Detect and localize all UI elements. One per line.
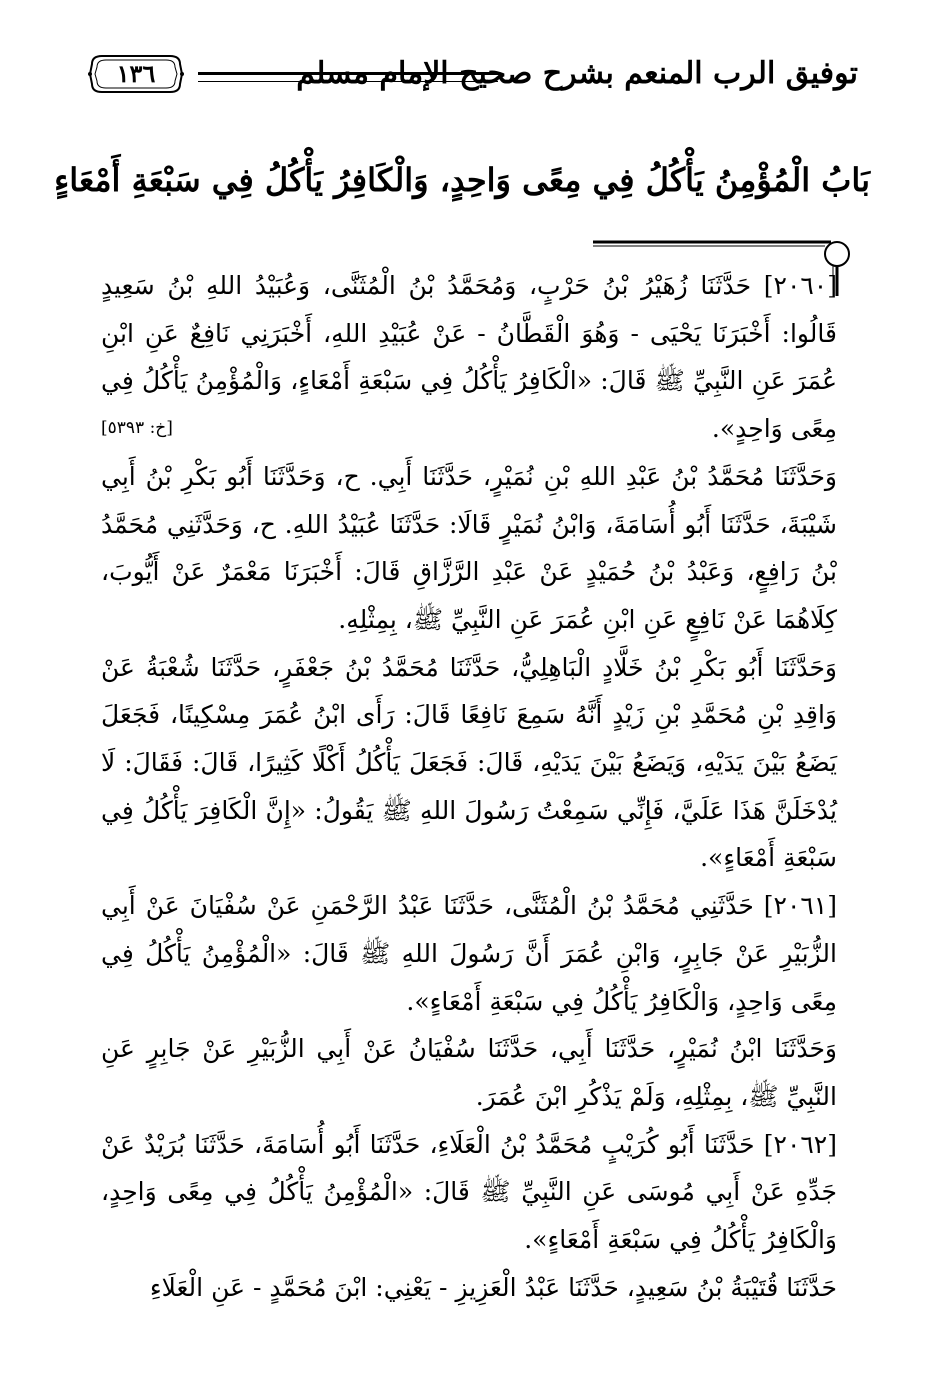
hadith-body (101, 262, 837, 1311)
chapter-title: بَابُ الْمُؤْمِنُ يَأْكُلُ فِي مِعًى وَاحِدٍ، وَالْكَافِرُ يَأْكُلُ فِي سَبْعَةِ أَمْعَاءٍ (54, 161, 870, 199)
hadith-paragraph: وَحَدَّثَنَا أَبُو بَكْرِ بْنُ خَلَّادٍ الْبَاهِلِيُّ، حَدَّثَنَا مُحَمَّدُ بْنُ جَعْفَرٍ، حَدَّثَنَا شُعْبَةُ عَنْ وَاقِدِ بْنِ مُحَمَّدِ بْنِ زَيْدٍ أَنَّهُ سَمِعَ نَافِعًا قَالَ: رَأَى ابْنُ عُمَرَ مِسْكِينًا، فَجَعَلَ يَضَعُ بَيْنَ يَدَيْهِ، وَيَضَعُ بَيْنَ يَدَيْهِ، قَالَ: فَجَعَلَ يَأْكُلُ أَكْلًا كَثِيرًا، قَالَ: فَقَالَ: لَا يُدْخَلَنَّ هَذَا عَلَيَّ، فَإِنِّي سَمِعْتُ رَسُولَ اللهِ ﷺ يَقُولُ: «إِنَّ الْكَافِرَ يَأْكُلُ فِي سَبْعَةِ أَمْعَاءٍ». (101, 652, 837, 873)
hadith-text: [٢٠٦٠] حَدَّثَنَا زُهَيْرُ بْنُ حَرْبٍ، وَمُحَمَّدُ بْنُ الْمُثَنَّى، وَعُبَيْدُ اللهِ بْنُ سَعِيدٍ قَالُوا: أَخْبَرَنَا يَحْيَى - وَهُوَ الْقَطَّانُ - عَنْ عُبَيْدِ اللهِ، أَخْبَرَنِي نَافِعٌ عَنِ ابْنِ عُمَرَ عَنِ النَّبِيِّ ﷺ قَالَ: «الْكَافِرُ يَأْكُلُ فِي سَبْعَةِ أَمْعَاءٍ، وَالْمُؤْمِنُ يَأْكُلُ فِي مِعًى وَاحِدٍ». (101, 271, 837, 444)
hadith-paragraph: حَدَّثَنَا قُتَيْبَةُ بْنُ سَعِيدٍ، حَدَّثَنَا عَبْدُ الْعَزِيزِ - يَعْنِي: ابْنَ مُحَمَّدٍ - عَنِ الْعَلَاءِ (149, 1272, 837, 1302)
hadith-paragraph: [٢٠٦٢] حَدَّثَنَا أَبُو كُرَيْبٍ مُحَمَّدُ بْنُ الْعَلَاءِ، حَدَّثَنَا أَبُو أُسَامَةَ، حَدَّثَنَا بُرَيْدٌ عَنْ جَدِّهِ عَنْ أَبِي مُوسَى عَنِ النَّبِيِّ ﷺ قَالَ: «الْمُؤْمِنُ يَأْكُلُ فِي مِعًى وَاحِدٍ، وَالْكَافِرُ يَأْكُلُ فِي سَبْعَةِ أَمْعَاءٍ». (101, 1129, 837, 1255)
reference-note: [خ: ٥٣٩٣] (101, 418, 173, 439)
book-title: توفيق الرب المنعم بشرح صحيح الإمام مسلم (296, 56, 858, 91)
hadith-paragraph (101, 262, 837, 453)
page-header (88, 52, 858, 102)
page-number-badge (88, 52, 184, 96)
hadith-paragraph: وَحَدَّثَنَا ابْنُ نُمَيْرٍ، حَدَّثَنَا أَبِي، حَدَّثَنَا سُفْيَانُ عَنْ أَبِي الزُّبَيْرِ عَنْ جَابِرٍ عَنِ النَّبِيِّ ﷺ، بِمِثْلِهِ، وَلَمْ يَذْكُرِ ابْنَ عُمَرَ. (101, 1034, 837, 1111)
page-number: ١٣٦ (116, 59, 156, 88)
hadith-paragraph: [٢٠٦١] حَدَّثَنِي مُحَمَّدُ بْنُ الْمُثَنَّى، حَدَّثَنَا عَبْدُ الرَّحْمَنِ عَنْ سُفْيَانَ عَنْ أَبِي الزُّبَيْرِ عَنْ جَابِرٍ، وَابْنِ عُمَرَ أَنَّ رَسُولَ اللهِ ﷺ قَالَ: «الْمُؤْمِنُ يَأْكُلُ فِي مِعًى وَاحِدٍ، وَالْكَافِرُ يَأْكُلُ فِي سَبْعَةِ أَمْعَاءٍ». (101, 891, 837, 1016)
hadith-paragraph: وَحَدَّثَنَا مُحَمَّدُ بْنُ عَبْدِ اللهِ بْنِ نُمَيْرٍ، حَدَّثَنَا أَبِي. ح، وَحَدَّثَنَا أَبُو بَكْرِ بْنُ أَبِي شَيْبَةَ، حَدَّثَنَا أَبُو أُسَامَةَ، وَابْنُ نُمَيْرٍ قَالَا: حَدَّثَنَا عُبَيْدُ اللهِ. ح، وَحَدَّثَنِي مُحَمَّدُ بْنُ رَافِعٍ، وَعَبْدُ بْنُ حُمَيْدٍ عَنْ عَبْدِ الرَّزَّاقِ قَالَ: أَخْبَرَنَا مَعْمَرٌ عَنْ أَيُّوبَ، كِلَاهُمَا عَنْ نَافِعٍ عَنِ ابْنِ عُمَرَ عَنِ النَّبِيِّ ﷺ، بِمِثْلِهِ. (101, 461, 837, 634)
